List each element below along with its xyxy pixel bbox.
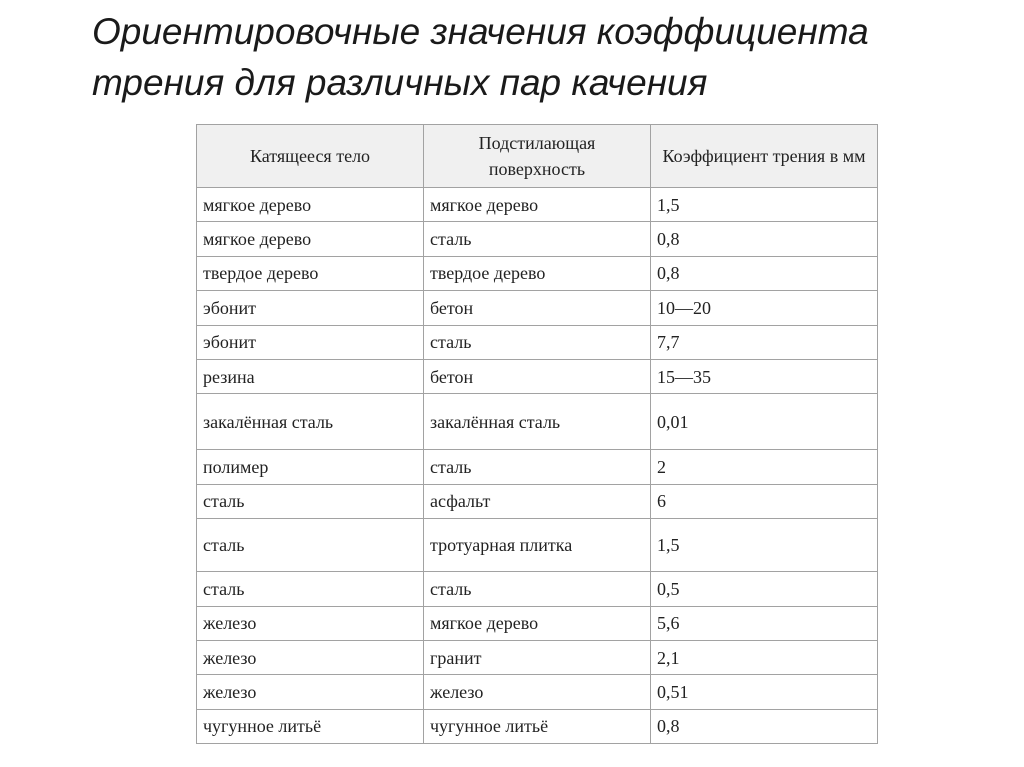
cell-rolling-body: железо — [197, 606, 424, 640]
table-row — [197, 640, 878, 674]
table-row — [197, 572, 878, 606]
table-row — [197, 291, 878, 325]
friction-table-container — [196, 124, 877, 744]
cell-surface: гранит — [424, 640, 651, 674]
table-row — [197, 256, 878, 290]
cell-surface: закалённая сталь — [424, 394, 651, 450]
cell-coefficient: 5,6 — [651, 606, 878, 640]
cell-surface: железо — [424, 675, 651, 709]
cell-surface: асфальт — [424, 484, 651, 518]
cell-surface: тротуарная плитка — [424, 519, 651, 572]
cell-rolling-body: твердое дерево — [197, 256, 424, 290]
cell-rolling-body: полимер — [197, 450, 424, 484]
table-row — [197, 450, 878, 484]
slide-title-line-2: трения для различных пар качения — [92, 62, 708, 103]
cell-coefficient: 0,01 — [651, 394, 878, 450]
cell-surface: твердое дерево — [424, 256, 651, 290]
header-coefficient: Коэффициент трения в мм — [651, 125, 878, 188]
table-row — [197, 188, 878, 222]
cell-surface: сталь — [424, 572, 651, 606]
table-row — [197, 325, 878, 359]
cell-coefficient: 1,5 — [651, 188, 878, 222]
table-row — [197, 222, 878, 256]
cell-rolling-body: железо — [197, 640, 424, 674]
table-row — [197, 709, 878, 743]
cell-rolling-body: закалённая сталь — [197, 394, 424, 450]
cell-rolling-body: резина — [197, 359, 424, 393]
cell-surface: бетон — [424, 291, 651, 325]
cell-rolling-body: эбонит — [197, 325, 424, 359]
cell-rolling-body: железо — [197, 675, 424, 709]
cell-surface: бетон — [424, 359, 651, 393]
cell-rolling-body: чугунное литьё — [197, 709, 424, 743]
cell-coefficient: 0,5 — [651, 572, 878, 606]
cell-rolling-body: сталь — [197, 572, 424, 606]
cell-surface: мягкое дерево — [424, 606, 651, 640]
cell-rolling-body: мягкое дерево — [197, 188, 424, 222]
cell-coefficient: 7,7 — [651, 325, 878, 359]
cell-rolling-body: сталь — [197, 484, 424, 518]
cell-rolling-body: сталь — [197, 519, 424, 572]
table-row — [197, 606, 878, 640]
cell-coefficient: 6 — [651, 484, 878, 518]
cell-surface: сталь — [424, 325, 651, 359]
cell-surface: чугунное литьё — [424, 709, 651, 743]
slide-title — [92, 6, 992, 108]
cell-coefficient: 0,8 — [651, 709, 878, 743]
cell-rolling-body: эбонит — [197, 291, 424, 325]
cell-coefficient: 0,8 — [651, 256, 878, 290]
table-row — [197, 484, 878, 518]
slide-title-line-1: Ориентировочные значения коэффициента — [92, 11, 869, 52]
cell-coefficient: 0,51 — [651, 675, 878, 709]
header-rolling-body: Катящееся тело — [197, 125, 424, 188]
cell-surface: сталь — [424, 222, 651, 256]
table-header-row — [197, 125, 878, 188]
header-surface: Подстилающая поверхность — [424, 125, 651, 188]
cell-coefficient: 0,8 — [651, 222, 878, 256]
cell-coefficient: 1,5 — [651, 519, 878, 572]
cell-coefficient: 10—20 — [651, 291, 878, 325]
cell-rolling-body: мягкое дерево — [197, 222, 424, 256]
table-row — [197, 675, 878, 709]
cell-coefficient: 2,1 — [651, 640, 878, 674]
table-row — [197, 519, 878, 572]
friction-table — [196, 124, 878, 744]
table-row — [197, 359, 878, 393]
cell-surface: мягкое дерево — [424, 188, 651, 222]
table-row — [197, 394, 878, 450]
cell-coefficient: 2 — [651, 450, 878, 484]
cell-surface: сталь — [424, 450, 651, 484]
cell-coefficient: 15—35 — [651, 359, 878, 393]
